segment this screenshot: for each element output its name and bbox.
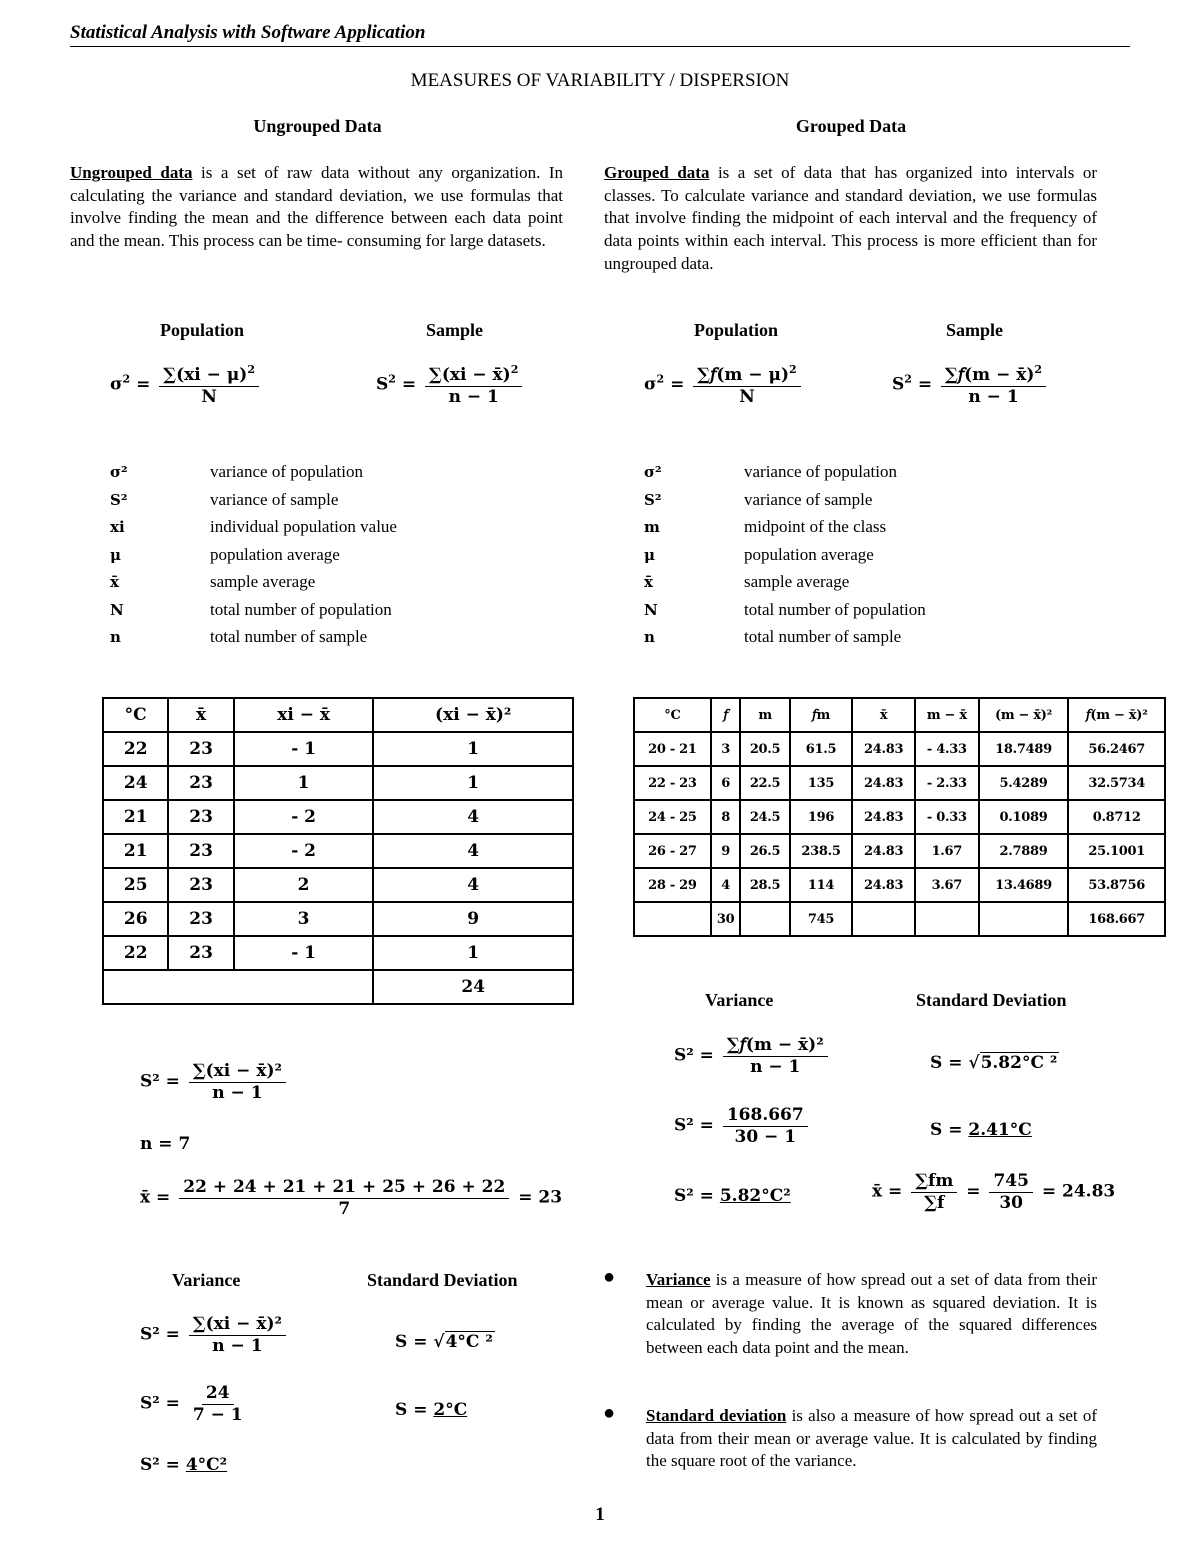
table-header-cell: 𝑓m — [790, 698, 853, 732]
table-cell: 135 — [790, 766, 853, 800]
table-cell: 2 — [234, 868, 374, 902]
table-cell: 4 — [711, 868, 741, 902]
ungrouped-text: is a set of raw data without any organization. In calculating the variance and standard deviation, we use formulas that involve finding the mean and the difference between each data point and the mean. This process can be time- consuming for large datasets. — [70, 163, 564, 251]
ungrouped-symbol-legend — [110, 458, 397, 651]
table-cell — [740, 902, 789, 936]
table-total-row — [634, 902, 1165, 936]
table-header-cell: x̄ — [852, 698, 915, 732]
grouped-variance-step1: S² = $\frac{\text{∑𝑓(m − x̄)²}}{n - 1}$ — [674, 1036, 831, 1076]
table-cell: - 1 — [234, 732, 374, 766]
table-cell: 25.1001 — [1068, 834, 1165, 868]
table-header-cell: (m − x̄)² — [979, 698, 1069, 732]
table-cell: 168.667 — [1068, 902, 1165, 936]
table-cell: 22 — [103, 936, 168, 970]
table-cell: - 0.33 — [915, 800, 979, 834]
table-row — [103, 868, 573, 902]
table-header-cell: m − x̄ — [915, 698, 979, 732]
table-cell: 20 - 21 — [634, 732, 711, 766]
bullet-dot: ● — [603, 1402, 616, 1424]
table-cell: 23 — [168, 766, 233, 800]
table-header-cell: m — [740, 698, 789, 732]
ungrouped-variance-step2: S² = $\frac{24}{7 - 1}$ — [140, 1383, 243, 1425]
table-row — [103, 834, 573, 868]
table-cell: 23 — [168, 936, 233, 970]
table-cell: 8 — [711, 800, 741, 834]
ungrouped-population-label: Population — [160, 320, 245, 340]
table-cell: 3.67 — [915, 868, 979, 902]
grouped-variance-label: Variance — [705, 990, 774, 1010]
table-cell: 26.5 — [740, 834, 789, 868]
ungrouped-stddev-result: S = 2°C — [395, 1400, 468, 1420]
table-row — [103, 936, 573, 970]
page-number: 1 — [595, 1504, 605, 1525]
table-cell: 61.5 — [790, 732, 853, 766]
table-cell: 1 — [373, 936, 573, 970]
table-cell: 24.5 — [740, 800, 789, 834]
table-cell: 4 — [373, 868, 573, 902]
grouped-mean-calc: x̄ = $\frac{\sum fm}{\sum f}$ = $\frac{745}{30}$ = 24.83 — [872, 1171, 1116, 1213]
table-cell: 21 — [103, 800, 168, 834]
ungrouped-variance-step1: S² = $\frac{\text{∑(xi − x̄)²}}{n - 1}$ — [140, 1315, 289, 1355]
ungrouped-table — [102, 697, 574, 1005]
grouped-stddev-label: Standard Deviation — [916, 990, 1067, 1010]
table-row — [103, 732, 573, 766]
table-header-cell: 𝑓(m − x̄)² — [1068, 698, 1165, 732]
table-cell: 28.5 — [740, 868, 789, 902]
ungrouped-term: Ungrouped data — [70, 163, 193, 182]
table-cell: 24 - 25 — [634, 800, 711, 834]
table-cell: 3 — [711, 732, 741, 766]
ungrouped-stddev-step1: S = √4°C ² — [395, 1332, 493, 1352]
table-cell: - 2.33 — [915, 766, 979, 800]
grouped-text: is a set of data that has organized into intervals or classes. To calculate variance and standard deviation, we use formulas that involve finding the midpoint of each interval and the frequency of data points within each interval. This process is more efficient than for ungrouped data. — [604, 163, 1097, 273]
grouped-stddev-step1: S = √5.82°C ² — [930, 1053, 1058, 1073]
table-cell: 238.5 — [790, 834, 853, 868]
bullet-dot: ● — [603, 1266, 616, 1288]
table-cell: 22.5 — [740, 766, 789, 800]
table-cell — [915, 902, 979, 936]
table-cell: 18.7489 — [979, 732, 1069, 766]
legend-row: n total number of sample — [644, 627, 902, 646]
table-cell: 23 — [168, 868, 233, 902]
legend-row: N total number of population — [644, 599, 926, 619]
legend-row: N total number of population — [110, 599, 392, 619]
table-cell: 56.2467 — [1068, 732, 1165, 766]
table-cell: - 1 — [234, 936, 374, 970]
table-cell — [852, 902, 915, 936]
legend-row: μ population average — [644, 544, 874, 564]
table-header-cell: °C — [103, 698, 168, 732]
grouped-variance-result: S² = 5.82°C² — [674, 1186, 791, 1206]
ungrouped-definition — [70, 162, 563, 253]
legend-row: σ² variance of population — [644, 462, 897, 481]
table-cell: 30 — [711, 902, 741, 936]
table-cell: 32.5734 — [1068, 766, 1165, 800]
table-row — [103, 800, 573, 834]
ungrouped-sample-label: Sample — [426, 320, 484, 340]
sample-mean-calc: x̄ = $\frac{22 + 24 + 21 + 21 + 25 + 26 + 22}{7}$ = 23 — [140, 1177, 563, 1219]
running-header: Statistical Analysis with Software Application — [70, 22, 426, 43]
table-row — [634, 868, 1165, 902]
table-cell: 1.67 — [915, 834, 979, 868]
table-cell: 24.83 — [852, 868, 915, 902]
table-cell: 1 — [234, 766, 374, 800]
table-cell: 13.4689 — [979, 868, 1069, 902]
table-cell: 20.5 — [740, 732, 789, 766]
table-cell: 25 — [103, 868, 168, 902]
table-row — [634, 834, 1165, 868]
legend-row: μ population average — [110, 544, 340, 564]
legend-row: xi individual population value — [110, 517, 397, 536]
table-cell: 23 — [168, 732, 233, 766]
table-row — [103, 902, 573, 936]
ungrouped-variance-result: S² = 4°C² — [140, 1455, 228, 1475]
grouped-term: Grouped data — [604, 163, 710, 182]
grouped-definition — [604, 162, 1097, 276]
table-cell: 1 — [373, 732, 573, 766]
table-row — [103, 766, 573, 800]
table-row — [634, 732, 1165, 766]
table-cell: 0.8712 — [1068, 800, 1165, 834]
ungrouped-stddev-label: Standard Deviation — [367, 1270, 518, 1290]
table-header-row — [103, 698, 573, 732]
table-cell: 114 — [790, 868, 853, 902]
table-cell-empty — [103, 970, 373, 1004]
table-cell: 26 — [103, 902, 168, 936]
sample-size-line: n = 7 — [140, 1134, 191, 1154]
table-cell: 24.83 — [852, 800, 915, 834]
table-header-cell: °C — [634, 698, 711, 732]
grouped-title: Grouped Data — [795, 116, 907, 136]
legend-row: n total number of sample — [110, 627, 368, 646]
table-cell: 3 — [234, 902, 374, 936]
table-cell: 2.7889 — [979, 834, 1069, 868]
legend-row: x̄ sample average — [644, 572, 850, 591]
table-cell — [979, 902, 1069, 936]
table-cell: 196 — [790, 800, 853, 834]
ungrouped-sample-formula: $S^2$ = $\frac{\sum(xi - x̄)^2}{n - 1}$ — [376, 364, 525, 406]
grouped-population-label: Population — [694, 320, 779, 340]
table-header-cell: xi − x̄ — [234, 698, 374, 732]
table-row — [634, 766, 1165, 800]
table-row — [634, 800, 1165, 834]
document-title: MEASURES OF VARIABILITY / DISPERSION — [410, 70, 790, 91]
table-cell: 1 — [373, 766, 573, 800]
table-header-cell: (xi − x̄)² — [373, 698, 573, 732]
table-cell: 9 — [711, 834, 741, 868]
grouped-sample-label: Sample — [946, 320, 1004, 340]
table-cell: 4 — [373, 834, 573, 868]
legend-row: σ² variance of population — [110, 462, 363, 481]
grouped-table — [633, 697, 1166, 937]
ungrouped-population-formula: $\sigma^2$ = $\frac{\sum(xi - \mu)^2}{N}$ — [110, 364, 262, 406]
table-header-cell: 𝑓 — [711, 698, 741, 732]
table-cell: 24.83 — [852, 732, 915, 766]
table-cell: 22 - 23 — [634, 766, 711, 800]
grouped-sample-formula: $S^2$ = $\frac{\sum 𝑓(m - x̄)^2}{n - 1}$ — [892, 364, 1049, 406]
table-cell: 0.1089 — [979, 800, 1069, 834]
variance-bullet: Variance is a measure of how spread out a set of data from their mean or average value. It is known as squared deviation. It is calculated by finding the average of the squared differences between each data point and the mean. — [646, 1270, 1098, 1358]
table-cell: 24 — [103, 766, 168, 800]
legend-row: S² variance of sample — [110, 489, 339, 509]
legend-row: m midpoint of the class — [644, 517, 887, 536]
table-cell: 22 — [103, 732, 168, 766]
table-cell: 28 - 29 — [634, 868, 711, 902]
table-cell: 21 — [103, 834, 168, 868]
table-cell — [634, 902, 711, 936]
ungrouped-variance-label: Variance — [172, 1270, 241, 1290]
grouped-variance-step2: S² = $\frac{168.667}{30 - 1}$ — [674, 1106, 811, 1146]
legend-row: S² variance of sample — [644, 489, 873, 509]
table-cell: 23 — [168, 834, 233, 868]
header-rule — [70, 46, 1130, 47]
table-header-cell: x̄ — [168, 698, 233, 732]
table-cell: 6 — [711, 766, 741, 800]
table-header-row — [634, 698, 1165, 732]
table-cell: 24.83 — [852, 766, 915, 800]
ungrouped-sample-variance-formula: S² = $\frac{\text{∑(xi − x̄)²}}{n - 1}$ — [140, 1062, 289, 1102]
table-total-cell: 24 — [373, 970, 573, 1004]
legend-row: x̄ sample average — [110, 572, 316, 591]
table-cell: 745 — [790, 902, 853, 936]
table-total-row — [103, 970, 573, 1004]
table-cell: - 2 — [234, 800, 374, 834]
table-cell: - 2 — [234, 834, 374, 868]
grouped-stddev-result: S = 2.41°C — [930, 1120, 1032, 1140]
grouped-symbol-legend — [644, 458, 926, 651]
table-cell: 26 - 27 — [634, 834, 711, 868]
grouped-population-formula: $\sigma^2$ = $\frac{\sum 𝑓(m - \mu)^2}{N}$ — [644, 364, 804, 406]
table-cell: 23 — [168, 902, 233, 936]
table-cell: 5.4289 — [979, 766, 1069, 800]
table-cell: 24.83 — [852, 834, 915, 868]
table-cell: 9 — [373, 902, 573, 936]
table-cell: 53.8756 — [1068, 868, 1165, 902]
table-cell: 4 — [373, 800, 573, 834]
table-cell: 23 — [168, 800, 233, 834]
ungrouped-title: Ungrouped Data — [253, 116, 382, 136]
stddev-bullet: Standard deviation is also a measure of how spread out a set of data from their mean or average value. It is calculated by finding the square root of the variance. — [646, 1406, 1097, 1471]
table-cell: - 4.33 — [915, 732, 979, 766]
